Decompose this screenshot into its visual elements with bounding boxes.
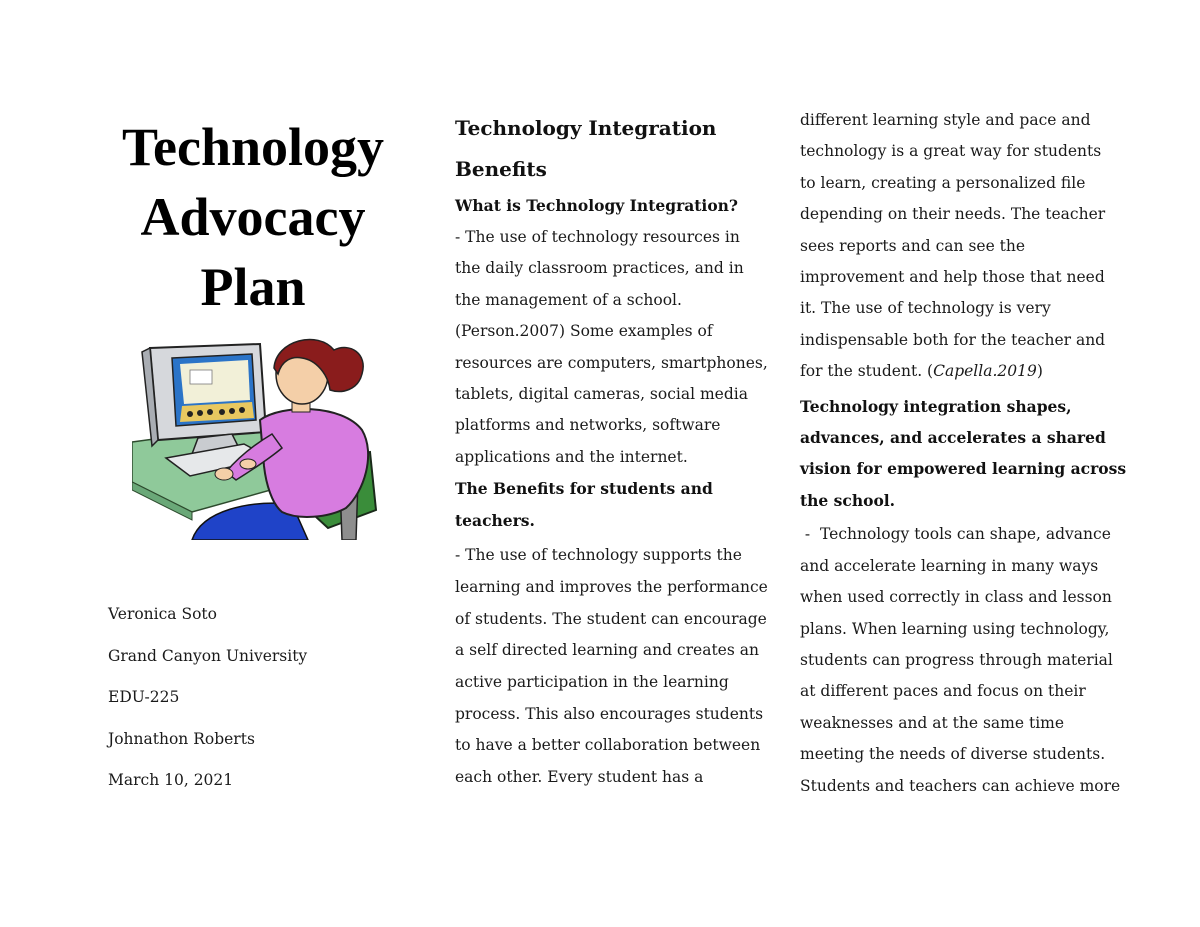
citation-prefix: for the student. ( [800, 362, 934, 381]
paragraph-line: indispensable both for the teacher and [800, 330, 1106, 349]
paragraph-line: active participation in the learning [455, 673, 729, 692]
paragraph-line: platforms and networks, software [455, 416, 721, 435]
document-title [108, 112, 398, 322]
section-heading-line-1: Technology Integration [455, 116, 717, 140]
citation-suffix: ) [1036, 362, 1043, 381]
paragraph-line: process. This also encourages students [455, 704, 764, 723]
shared-vision-heading [800, 391, 1127, 517]
paragraph-line: sees reports and can see the [800, 236, 1026, 255]
section-heading [455, 108, 755, 190]
definition-paragraph [455, 222, 768, 473]
tools-paragraph [800, 519, 1121, 802]
paragraph-line: different learning style and pace and [800, 111, 1091, 129]
continuation-column [800, 105, 1127, 802]
cover-column [108, 112, 398, 789]
author-university: Grand Canyon University [108, 646, 308, 665]
woman-at-computer-icon [132, 334, 384, 540]
paragraph-line: it. The use of technology is very [800, 299, 1051, 318]
heading-line: vision for empowered learning across [800, 459, 1127, 479]
paragraph-line: plans. When learning using technology, [800, 619, 1110, 638]
question-heading-2-line-2: teachers. [455, 511, 535, 531]
paragraph-line: applications and the internet. [455, 447, 688, 466]
paragraph-line: improvement and help those that need [800, 268, 1105, 287]
question-heading-2-line-1: The Benefits for students and [455, 479, 713, 499]
section-heading-line-2: Benefits [455, 157, 547, 181]
question-heading-2 [455, 473, 755, 537]
paragraph-line: - Technology tools can shape, advance [800, 525, 1111, 544]
paragraph-line: weaknesses and at the same time [800, 713, 1065, 732]
paragraph-line: - The use of technology supports the [455, 546, 742, 565]
paragraph-line: depending on their needs. The teacher [800, 205, 1106, 224]
paragraph-line: when used correctly in class and lesson [800, 588, 1112, 607]
paragraph-line: at different paces and focus on their [800, 682, 1086, 701]
paragraph-line: resources are computers, smartphones, [455, 353, 768, 372]
title-line-1: Technology [121, 117, 385, 177]
citation: Capella.2019 [933, 362, 1037, 381]
paragraph-line: (Person.2007) Some examples of [455, 322, 713, 341]
paragraph-line: Students and teachers can achieve more [800, 776, 1121, 795]
author-name: Veronica Soto [108, 605, 217, 623]
paragraph-line: a self directed learning and creates an [455, 641, 759, 660]
paragraph-line: technology is a great way for students [800, 142, 1102, 161]
heading-line: advances, and accelerates a shared [800, 428, 1106, 448]
paragraph-line: tablets, digital cameras, social media [455, 385, 748, 404]
heading-line: the school. [800, 490, 896, 510]
paragraph-line: each other. Every student has a [455, 768, 704, 787]
learning-style-paragraph [800, 105, 1106, 388]
author-course: EDU-225 [108, 688, 180, 706]
paragraph-line: students can progress through material [800, 650, 1113, 669]
author-date: March 10, 2021 [108, 771, 234, 789]
author-instructor: Johnathon Roberts [108, 729, 255, 748]
paragraph-line: the daily classroom practices, and in [455, 259, 744, 278]
author-info [108, 604, 398, 812]
question-heading-1: What is Technology Integration? [455, 196, 739, 215]
title-line-3: Plan [200, 257, 306, 317]
heading-line: Technology integration shapes, [800, 396, 1072, 416]
benefits-column [455, 108, 768, 794]
paragraph-line: to learn, creating a personalized file [800, 173, 1086, 192]
paragraph-line: to have a better collaboration between [455, 736, 761, 755]
benefits-paragraph [455, 540, 768, 794]
paragraph-line: of students. The student can encourage [455, 609, 767, 628]
paragraph-line: meeting the needs of diverse students. [800, 745, 1106, 764]
paragraph-line-citation [800, 356, 1100, 387]
paragraph-line: - The use of technology resources in [455, 228, 740, 246]
paragraph-line: the management of a school. [455, 290, 682, 309]
paragraph-line: and accelerate learning in many ways [800, 556, 1099, 575]
paragraph-line: learning and improves the performance [455, 577, 768, 596]
title-line-2: Advocacy [140, 187, 366, 247]
